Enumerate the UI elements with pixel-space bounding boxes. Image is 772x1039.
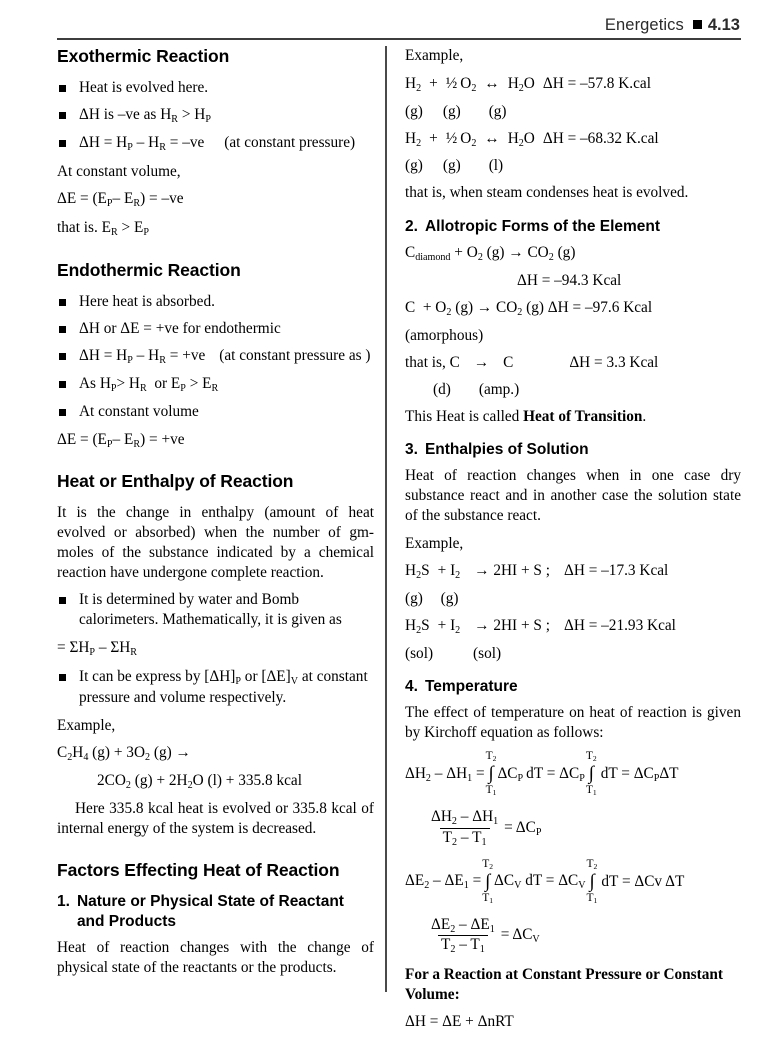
heading-exothermic-reaction: Exothermic Reaction bbox=[57, 46, 230, 66]
water-formation-states-liquid: (g) (g) (l) bbox=[405, 157, 504, 175]
subsection-1-nature-physical-state bbox=[57, 892, 374, 932]
right-column bbox=[405, 46, 741, 1039]
fraction-dh-over-dt bbox=[428, 808, 501, 847]
enthalpy-reaction-line-1: $C_2H_4$ $(g) + 3O_2$ (g) → bbox=[57, 744, 191, 764]
heading-endothermic-reaction: Endothermic Reaction bbox=[57, 260, 241, 281]
integral-glyph-icon: ∫ bbox=[485, 870, 491, 892]
transition-note-prefix: This Heat is called bbox=[405, 407, 524, 425]
h2s-reaction-gas: $H_2S + I_2 \to 2HI + S$ ; ΔH = –17.3 Kcal bbox=[405, 562, 669, 582]
fraction-denominator: $T_2 - T_1$ bbox=[440, 828, 490, 848]
h2s-states-sol: (sol) (sol) bbox=[405, 644, 502, 662]
kirchoff-eq-1-lhs: $\Delta H_2 - \Delta H_1$ = bbox=[405, 765, 485, 784]
transition-note-bold: Heat of Transition bbox=[523, 407, 643, 425]
subsection-number: 3. bbox=[405, 441, 418, 459]
enthalpy-closing-paragraph: Here 335.8 kcal heat is evolved or 335.8 kcal of internal energy of the system is decreased. bbox=[57, 800, 374, 837]
final-equation-dh-de-nrt: ΔH = ΔE + ΔnRT bbox=[405, 1013, 514, 1031]
heading-factors-effecting-heat-of-reaction: Factors Effecting Heat of Reaction bbox=[57, 859, 340, 880]
h2s-reaction-sol: $H_2S + I_2 \to 2HI + S$ ; ΔH = –21.93 Kcal bbox=[405, 617, 676, 636]
allotropic-transition-eq: that is, C → C ΔH = 3.3 Kcal bbox=[405, 353, 659, 371]
list-item: It is determined by water and Bomb calorimeters. Mathematically, it is given as bbox=[57, 590, 374, 630]
integral-glyph-icon: ∫ bbox=[589, 870, 595, 892]
enthalpy-definition-paragraph: It is the change in enthalpy (amount of heat evolved or absorbed) when the number of gm-moles of the substance indicated by a chemical reaction have undergone complete reaction. bbox=[57, 504, 374, 581]
integral-symbol-1 bbox=[486, 750, 497, 798]
transition-note-suffix: . bbox=[642, 407, 647, 425]
water-formation-eq-gas: $H_2$ + ½ $O_2$ ↔ $H_2O$ ΔH = –57.8 K.cal bbox=[405, 74, 651, 94]
enthalpy-bullet-list-2 bbox=[57, 667, 374, 708]
fraction-numerator: $\Delta E_2 - \Delta E_1$ bbox=[431, 915, 495, 935]
column-divider bbox=[385, 46, 387, 992]
integral-lower-limit: $T_1$ bbox=[585, 784, 597, 798]
integral-upper-limit: $T_2$ bbox=[585, 750, 597, 764]
kirchoff-equation-1 bbox=[405, 750, 741, 798]
final-heading-constant-pressure-volume: For a Reaction at Constant Pressure or Constant Volume: bbox=[405, 965, 723, 1003]
fraction-de-over-dt bbox=[428, 916, 498, 955]
kirchoff-eq-1-mid: $\Delta C_P$ dT = $\Delta C_P$ bbox=[497, 765, 585, 784]
kirchoff-eq-2-row bbox=[425, 808, 741, 847]
fraction-numerator: $\Delta H_2 - \Delta H_1$ bbox=[431, 808, 499, 828]
endothermic-equation-de: $\Delta E = (E_P-$ $E_R) = +ve$ bbox=[57, 430, 185, 450]
list-item: Here heat is absorbed. bbox=[57, 292, 374, 312]
kirchoff-eq-3-mid: $\Delta C_V$ dT = $\Delta C_V$ bbox=[494, 872, 586, 892]
water-formation-eq-liquid: $H_2$ + ½ $O_2$ ↔ $H_2O$ ΔH = –68.32 K.cal bbox=[405, 129, 659, 149]
enthalpy-bullet-list-1 bbox=[57, 590, 374, 630]
integral-glyph-icon: ∫ bbox=[588, 763, 594, 785]
list-item: At constant volume bbox=[57, 402, 374, 422]
kirchoff-eq-3-row bbox=[405, 858, 741, 906]
kirchoff-eq-3-tail: dT = ΔCv ΔT bbox=[598, 872, 685, 890]
exothermic-that-is: that is. $E_R > E_P$ bbox=[57, 219, 149, 239]
allotropic-eq-diamond: $C_{diamond} + O_2$ $(g) \to CO_2$ (g) bbox=[405, 244, 576, 263]
subsection-title: Nature or Physical State of Reactant and Products bbox=[76, 892, 344, 930]
page-folio: 4.13 bbox=[707, 16, 740, 34]
right-example-label: Example, bbox=[405, 47, 464, 64]
kirchoff-eq-4-rhs: = $\Delta C_V$ bbox=[500, 925, 540, 945]
subsection-number: 2. bbox=[405, 218, 418, 236]
integral-lower-limit: $T_1$ bbox=[586, 891, 598, 905]
heat-of-transition-note bbox=[405, 407, 741, 427]
left-column bbox=[57, 46, 374, 985]
enthalpy-sum-formula: = $\Sigma H_P - \Sigma H_R$ bbox=[57, 639, 137, 658]
subsection-title: Enthalpies of Solution bbox=[424, 441, 589, 459]
h2s-states-gas: (g) (g) bbox=[405, 590, 459, 608]
subsection-number: 1. bbox=[57, 892, 70, 910]
allotropic-dh-diamond: ΔH = –94.3 Kcal bbox=[517, 272, 622, 290]
fraction-denominator: $T_2 - T_1$ bbox=[438, 935, 488, 955]
integral-lower-limit: $T_1$ bbox=[482, 891, 494, 905]
kirchoff-eq-2-rhs: = $\Delta C_P$ bbox=[504, 818, 542, 838]
kirchoff-eq-1-row bbox=[405, 750, 741, 798]
integral-symbol-4 bbox=[587, 858, 598, 906]
integral-upper-limit: $T_2$ bbox=[485, 750, 497, 764]
enthalpies-solution-body: Heat of reaction changes when in one case dry substance react and in another case the solution state of the substance react. bbox=[405, 467, 741, 524]
integral-upper-limit: $T_2$ bbox=[482, 857, 494, 871]
enthalpies-example-label: Example, bbox=[405, 534, 464, 552]
list-item: It can be express by $[\Delta H]_P$ or $[\Delta E]_V$ at constant pressure and volume respectively. bbox=[57, 667, 374, 708]
square-bullet-icon bbox=[693, 20, 702, 29]
integral-glyph-icon: ∫ bbox=[488, 763, 494, 785]
list-item: $\Delta H = H_P - H_R = +ve$ (at constant pressure as ) bbox=[57, 346, 374, 367]
list-item: ΔH or ΔE = +ve for endothermic bbox=[57, 319, 374, 339]
subsection-title: Allotropic Forms of the Element bbox=[424, 218, 661, 236]
exothermic-bullet-list bbox=[57, 78, 374, 154]
integral-upper-limit: $T_2$ bbox=[586, 857, 598, 871]
heading-heat-or-enthalpy-of-reaction: Heat or Enthalpy of Reaction bbox=[57, 471, 294, 492]
water-formation-states-gas: (g) (g) (g) bbox=[405, 102, 507, 120]
integral-symbol-3 bbox=[482, 858, 493, 906]
header-rule bbox=[57, 38, 741, 40]
subsection-title: Temperature bbox=[424, 677, 518, 695]
steam-condenses-note: that is, when steam condenses heat is evolved. bbox=[405, 184, 689, 202]
kirchoff-equation-4 bbox=[425, 916, 741, 955]
list-item: $\Delta H = H_P - H_R = -ve$ (at constant pressure) bbox=[57, 133, 374, 154]
subsection-number: 4. bbox=[405, 677, 418, 695]
integral-symbol-2 bbox=[586, 750, 597, 798]
list-item: As $H_P> H_R$ or $E_P > E_R$ bbox=[57, 374, 374, 395]
kirchoff-equation-2 bbox=[425, 808, 741, 847]
kirchoff-eq-1-tail: dT = $\Delta C_P\Delta T$ bbox=[597, 765, 679, 784]
running-head bbox=[57, 16, 740, 35]
kirchoff-eq-4-row bbox=[425, 916, 741, 955]
subsection-3-enthalpies-of-solution bbox=[405, 440, 741, 460]
kirchoff-equation-3 bbox=[405, 858, 741, 906]
subsection-1-body: Heat of reaction changes with the change of physical state of the reactants or the products. bbox=[57, 938, 374, 976]
temperature-body: The effect of temperature on heat of reaction is given by Kirchoff equation as follows: bbox=[405, 703, 741, 741]
enthalpy-reaction-line-2: $2CO_2$ $(g) + 2H_2O$ (l) + 335.8 kcal bbox=[97, 772, 302, 792]
kirchoff-eq-3-lhs: $\Delta E_2 - \Delta E_1$ = bbox=[405, 872, 482, 892]
list-item: ΔH is –ve as $H_R > H_P$ bbox=[57, 105, 374, 126]
chapter-name: Energetics bbox=[604, 16, 684, 34]
allotropic-transition-states: (d) (amp.) bbox=[433, 380, 520, 398]
integral-lower-limit: $T_1$ bbox=[485, 784, 497, 798]
subsection-4-temperature bbox=[405, 677, 741, 697]
enthalpy-example-label: Example, bbox=[57, 716, 116, 734]
exothermic-equation-de: $\Delta E = (E_P-$ $E_R) = -ve$ bbox=[57, 190, 184, 210]
endothermic-bullet-list bbox=[57, 292, 374, 421]
allotropic-eq-amorphous: $C + O_2$ $(g) \to CO_2$ (g) ΔH = –97.6 Kcal bbox=[405, 298, 653, 318]
list-item: Heat is evolved here. bbox=[57, 78, 374, 98]
exothermic-at-constant-volume: At constant volume, bbox=[57, 162, 181, 180]
subsection-2-allotropic-forms bbox=[405, 217, 741, 237]
allotropic-state-amorphous: (amorphous) bbox=[405, 326, 484, 344]
